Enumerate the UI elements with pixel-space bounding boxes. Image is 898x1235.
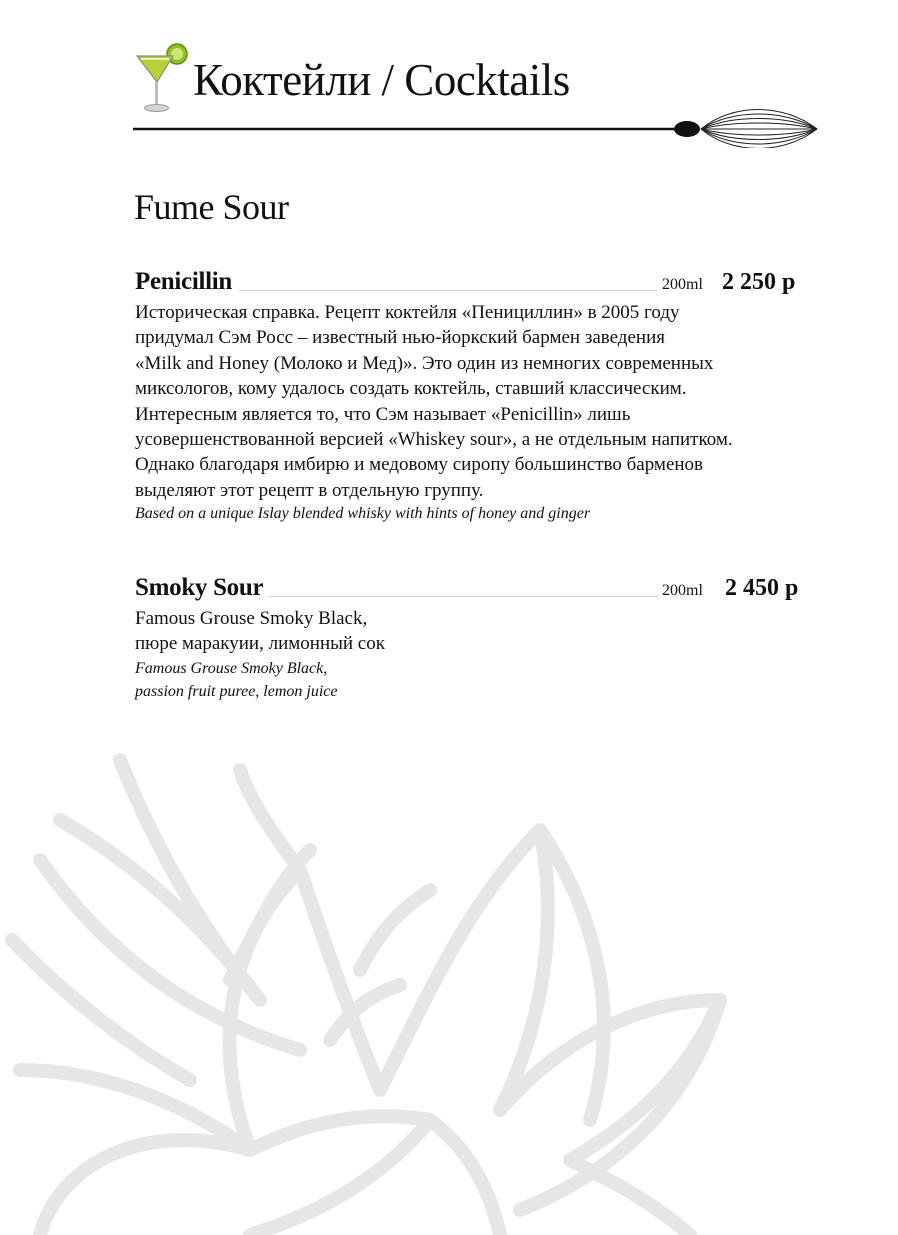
item-price: 2 450 р [725, 575, 799, 601]
description-en-line: Based on a unique Islay blended whisky with hints of honey and ginger [135, 505, 591, 523]
description-ru-line: Famous Grouse Smoky Black, [135, 608, 368, 629]
description-ru-line: придумал Сэм Росс – известный нью-йоркский бармен заведения [135, 327, 665, 349]
section-title: Fume Sour [134, 187, 289, 227]
description-ru-line: миксологов, кому удалось создать коктейль, ставший классическим. [135, 378, 687, 400]
page-header [133, 40, 823, 150]
item-name: Penicillin [135, 268, 233, 295]
description-ru-line: усовершенствованной версией «Whiskey sour», а не отдельным напитком. [135, 429, 733, 451]
description-ru-line: выделяют этот рецепт в отдельную группу. [135, 479, 484, 501]
dotted-leader [239, 290, 657, 291]
lotus-watermark-icon [0, 740, 898, 1235]
header-divider-ornament [133, 108, 823, 148]
item-volume: 200ml [662, 276, 703, 293]
item-volume: 200ml [662, 582, 703, 599]
description-ru-line: Историческая справка. Рецепт коктейля «Пенициллин» в 2005 году [135, 302, 680, 323]
menu-item-header [135, 574, 805, 606]
cocktail-glass-icon [133, 42, 191, 116]
description-ru-line: Интересным является то, что Сэм называет «Penicillin» лишь [135, 403, 631, 425]
item-price: 2 250 р [722, 269, 796, 295]
menu-item [135, 574, 805, 703]
description-en-line: Famous Grouse Smoky Black, [135, 659, 328, 677]
menu-item-header [135, 268, 805, 300]
description-ru-line: «Milk and Honey (Молоко и Мед)». Это один из немногих современных [135, 352, 714, 374]
description-ru-line: Однако благодаря имбирю и медовому сиропу большинство барменов [135, 454, 704, 476]
description-en-line: passion fruit puree, lemon juice [135, 682, 338, 700]
menu-item [135, 268, 805, 525]
page-title: Коктейли / Cocktails [193, 55, 570, 105]
description-ru-line: пюре маракуии, лимонный сок [135, 633, 385, 655]
item-name: Smoky Sour [135, 574, 264, 601]
dotted-leader [269, 596, 657, 597]
